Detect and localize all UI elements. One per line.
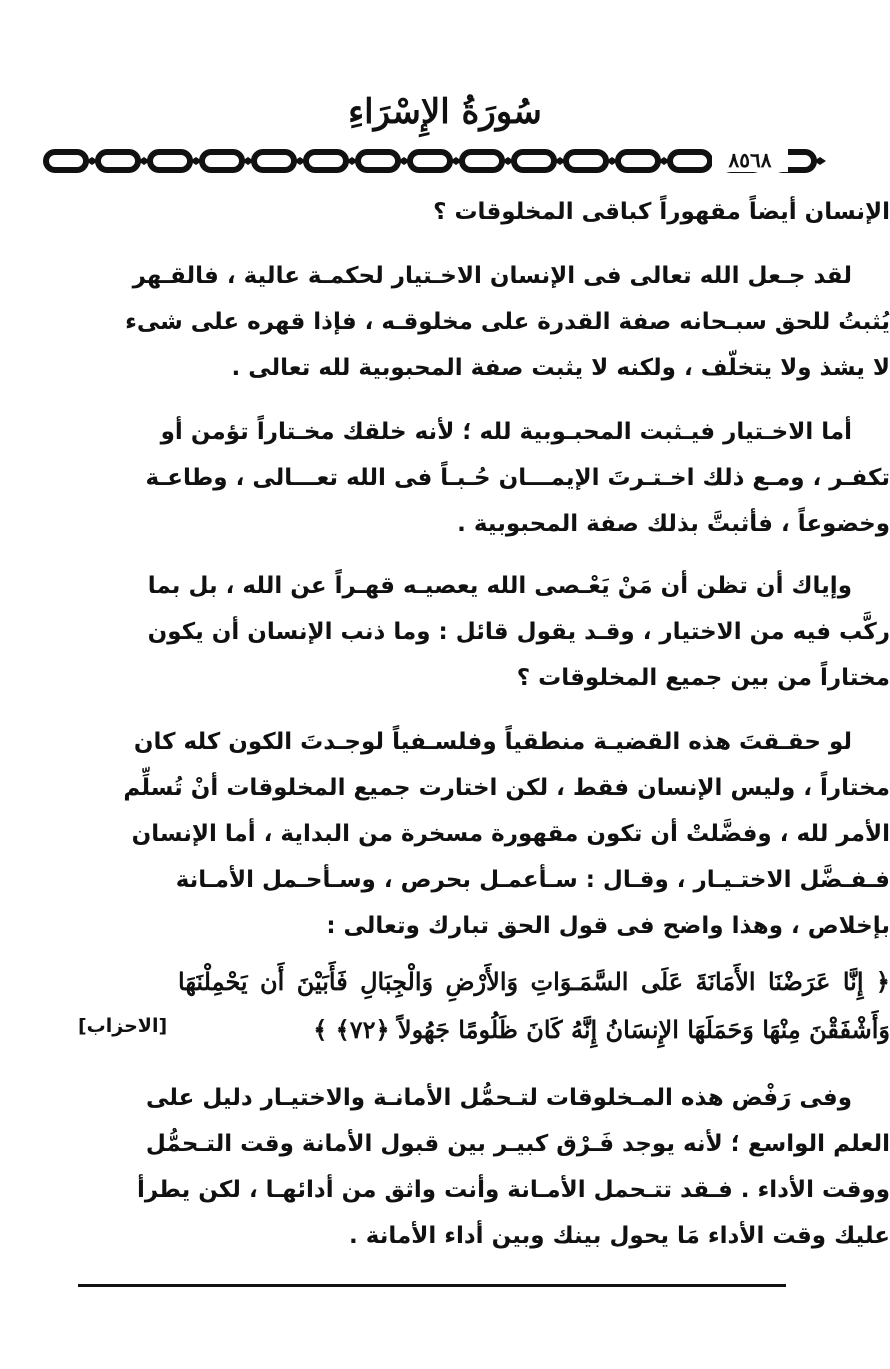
text-line: تكفـر ، ومـع ذلك اخـتـرتَ الإيمـــان حُـبـاً فى الله تعـــالى ، وطاعـة	[145, 465, 890, 491]
text-line: أما الاخـتيار فيـثبت المحبـوبية لله ؛ لأنه خلقك مخـتاراً تؤمن أو	[160, 419, 852, 445]
chain-link	[306, 152, 346, 170]
text-line: لا يشذ ولا يتخلّف ، ولكنه لا يثبت صفة المحبوبية لله تعالى .	[231, 355, 890, 381]
chain-link	[410, 152, 450, 170]
text-line: ووقت الأداء . فـقد تتـحمل الأمـانة وأنت واثق من أدائهـا ، لكن يطرأ	[136, 1177, 890, 1203]
verse-line: وَأَشْفَقْنَ مِنْهَا وَحَمَلَهَا الإِنسَانُ إِنَّهُ كَانَ ظَلُومًا جَهُولاً ﴿٧٢﴾ ﴾	[313, 1015, 890, 1044]
chain-link	[618, 152, 658, 170]
text-line: وخضوعاً ، فأثبتَّ بذلك صفة المحبوبية .	[457, 511, 890, 537]
text-line: وإياك أن تظن أن مَنْ يَعْـصى الله يعصيـه قهـراً عن الله ، بل بما	[147, 573, 852, 599]
chain-link	[514, 152, 554, 170]
chain-link	[202, 152, 242, 170]
verse-reference: [الاحزاب]	[78, 1015, 168, 1037]
page-number: ٨٥٦٨	[712, 148, 788, 172]
chain-link	[46, 152, 86, 170]
chain-link	[358, 152, 398, 170]
text-line: وفى رَفْض هذه المـخلوقات لتـحمُّل الأمانـة والاختيـار دليل على	[145, 1085, 852, 1111]
chain-link	[98, 152, 138, 170]
text-line: يُثبتُ للحق سبـحانه صفة القدرة على مخلوقـه ، فإذا قهره على شىء	[125, 309, 890, 335]
chain-link	[254, 152, 294, 170]
footer-rule	[78, 1284, 786, 1287]
text-line: الإنسان أيضاً مقهوراً كباقى المخلوقات ؟	[433, 199, 890, 225]
text-line: مختاراً ، وليس الإنسان فقط ، لكن اختارت جميع المخلوقات أنْ تُسلِّم	[123, 775, 890, 801]
chain-link	[670, 152, 710, 170]
text-line: لقد جـعل الله تعالى فى الإنسان الاخـتيار لحكمـة عالية ، فالقـهر	[132, 263, 852, 289]
chain-link	[566, 152, 606, 170]
text-line: لو حقـقتَ هذه القضيـة منطقياً وفلسـفياً لوجـدتَ الكون كله كان	[133, 729, 852, 755]
text-line: فـفـضَّل الاختـيـار ، وقـال : سـأعمـل بحرص ، وسـأحـمل الأمـانة	[175, 867, 890, 893]
surah-title: سُورَةُ الإِسْرَاءِ	[348, 92, 542, 132]
text-line: ركَّب فيه من الاختيار ، وقـد يقول قائل : وما ذنب الإنسان أن يكون	[147, 619, 890, 645]
verse-line: ﴿ إِنَّا عَرَضْنَا الأَمَانَةَ عَلَى السَّمَـوَاتِ وَالأَرْضِ وَالْجِبَالِ فَأَبَيْنَ أَن يَحْمِلْنَهَا	[178, 967, 890, 996]
chain-link	[150, 152, 190, 170]
text-line: عليك وقت الأداء مَا يحول بينك وبين أداء الأمانة .	[349, 1223, 890, 1249]
text-line: العلم الواسع ؛ لأنه يوجد فَـرْق كبيـر بين قبول الأمانة وقت التـحمُّل	[145, 1131, 890, 1157]
text-line: مختاراً من بين جميع المخلوقات ؟	[516, 665, 890, 691]
chain-link	[462, 152, 502, 170]
text-line: بإخلاص ، وهذا واضح فى قول الحق تبارك وتعالى :	[326, 913, 890, 939]
text-line: الأمر لله ، وفضَّلتْ أن تكون مقهورة مسخرة من البداية ، أما الإنسان	[131, 821, 890, 847]
